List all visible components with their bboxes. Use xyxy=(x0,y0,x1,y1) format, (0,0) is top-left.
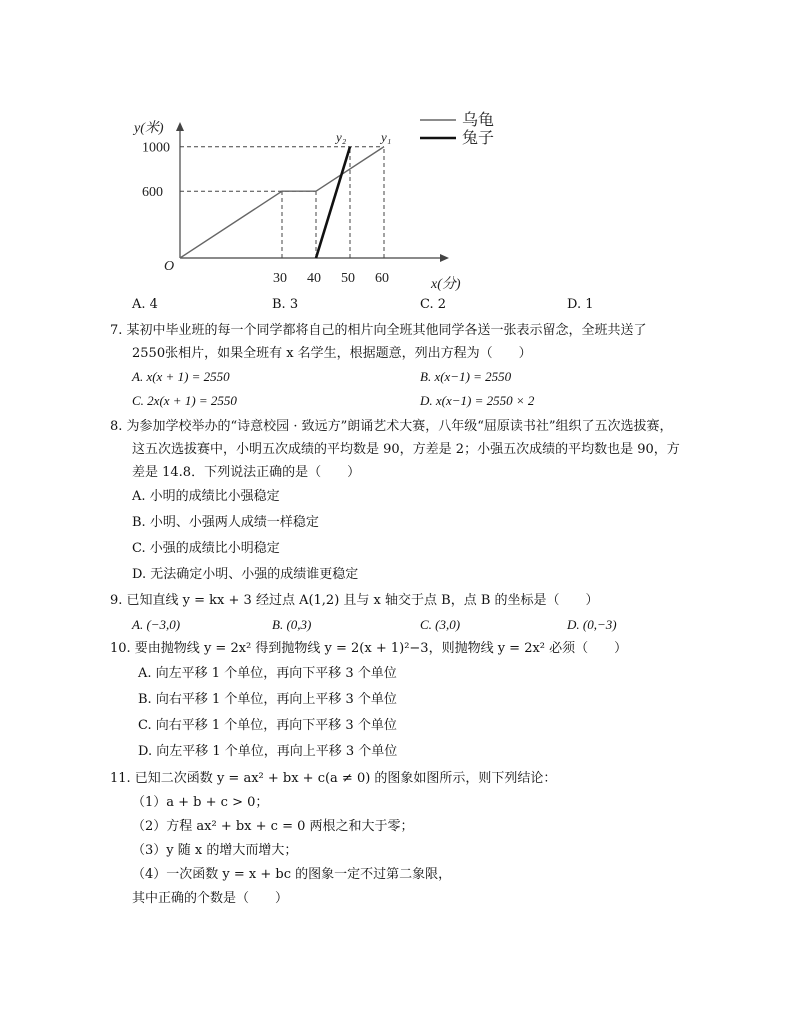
legend-label-tortoise: 乌龟 xyxy=(462,112,495,129)
x-axis-arrow xyxy=(440,254,449,262)
q9-option-a: A. (−3,0) xyxy=(132,617,181,632)
q8-option-a: A. 小明的成绩比小强稳定 xyxy=(132,489,280,504)
curve-label-y1: y₁ xyxy=(381,129,392,145)
q11-footer: 其中正确的个数是（ ） xyxy=(132,891,289,906)
legend-label-hare: 兔子 xyxy=(462,130,495,147)
q10-option-c: C. 向右平移 1 个单位，再向下平移 3 个单位 xyxy=(138,718,397,733)
origin-label: O xyxy=(164,259,175,274)
q11-item-3: （3）y 随 x 的增大而增大； xyxy=(132,843,298,858)
q7-option-b: B. x(x−1) = 2550 xyxy=(420,369,512,384)
q10-option-a: A. 向左平移 1 个单位，再向下平移 3 个单位 xyxy=(138,666,397,681)
q7-stem-line2: 2550张相片，如果全班有 x 名学生，根据题意，列出方程为（ ） xyxy=(132,346,532,361)
x-axis-label: x(分) xyxy=(431,277,461,292)
q7-option-a: A. x(x + 1) = 2550 xyxy=(132,369,230,384)
q8-stem-line3: 差是 14.8．下列说法正确的是（ ） xyxy=(132,465,361,480)
q9-option-d: D. (0,−3) xyxy=(567,617,617,632)
q10-option-b: B. 向右平移 1 个单位，再向上平移 3 个单位 xyxy=(138,692,397,707)
series-line-y2 xyxy=(316,147,350,258)
y-axis-label: y(米) xyxy=(134,121,164,137)
q8-option-d: D. 无法确定小明、小强的成绩谁更稳定 xyxy=(132,567,359,582)
x-tick-label-60: 60 xyxy=(375,271,389,286)
q6-option-c: C. 2 xyxy=(420,297,447,312)
y-tick-label-600: 600 xyxy=(142,185,163,201)
x-tick-label-50: 50 xyxy=(341,271,355,286)
x-tick-label-40: 40 xyxy=(307,271,321,286)
q6-option-d: D. 1 xyxy=(567,297,594,312)
q7-option-c: C. 2x(x + 1) = 2550 xyxy=(132,393,237,408)
y-axis-arrow xyxy=(176,122,184,131)
tortoise-hare-chart xyxy=(120,80,520,295)
q11-item-1: （1）a + b + c > 0； xyxy=(132,795,269,810)
q8-option-c: C. 小强的成绩比小明稳定 xyxy=(132,541,280,556)
q8-stem-line1: 8. 为参加学校举办的“诗意校园 · 致远方”朗诵艺术大赛，八年级“屈原读书社”组织了五次选拔赛， xyxy=(110,419,673,434)
q8-stem-line2: 这五次选拔赛中，小明五次成绩的平均数是 90，方差是 2；小强五次成绩的平均数也是 90，方 xyxy=(132,442,680,457)
q11-stem: 11. 已知二次函数 y = ax² + bx + c(a ≠ 0) 的图象如图所示，则下列结论： xyxy=(110,771,557,786)
curve-label-y2: y₂ xyxy=(336,129,347,145)
q9-stem: 9. 已知直线 y = kx + 3 经过点 A(1,2) 且与 x 轴交于点 B，点 B 的坐标是（ ） xyxy=(110,593,599,608)
q10-option-d: D. 向左平移 1 个单位，再向上平移 3 个单位 xyxy=(138,744,398,759)
q11-item-2: （2）方程 ax² + bx + c = 0 两根之和大于零； xyxy=(132,819,414,834)
q6-option-b: B. 3 xyxy=(272,297,299,312)
q11-item-4: （4）一次函数 y = x + bc 的图象一定不过第二象限， xyxy=(132,867,452,882)
q9-option-c: C. (3,0) xyxy=(420,617,461,632)
q7-stem-line1: 7. 某初中毕业班的每一个同学都将自己的相片向全班其他同学各送一张表示留念，全班共送了 xyxy=(110,323,647,338)
y-tick-label-1000: 1000 xyxy=(142,140,170,156)
q8-option-b: B. 小明、小强两人成绩一样稳定 xyxy=(132,515,319,530)
q6-option-a: A. 4 xyxy=(132,297,158,312)
x-tick-label-30: 30 xyxy=(273,271,287,286)
q10-stem: 10. 要由抛物线 y = 2x² 得到抛物线 y = 2(x + 1)²−3，则抛物线 y = 2x² 必须（ ） xyxy=(110,641,628,656)
q9-option-b: B. (0,3) xyxy=(272,617,312,632)
q7-option-d: D. x(x−1) = 2550 × 2 xyxy=(420,393,535,408)
